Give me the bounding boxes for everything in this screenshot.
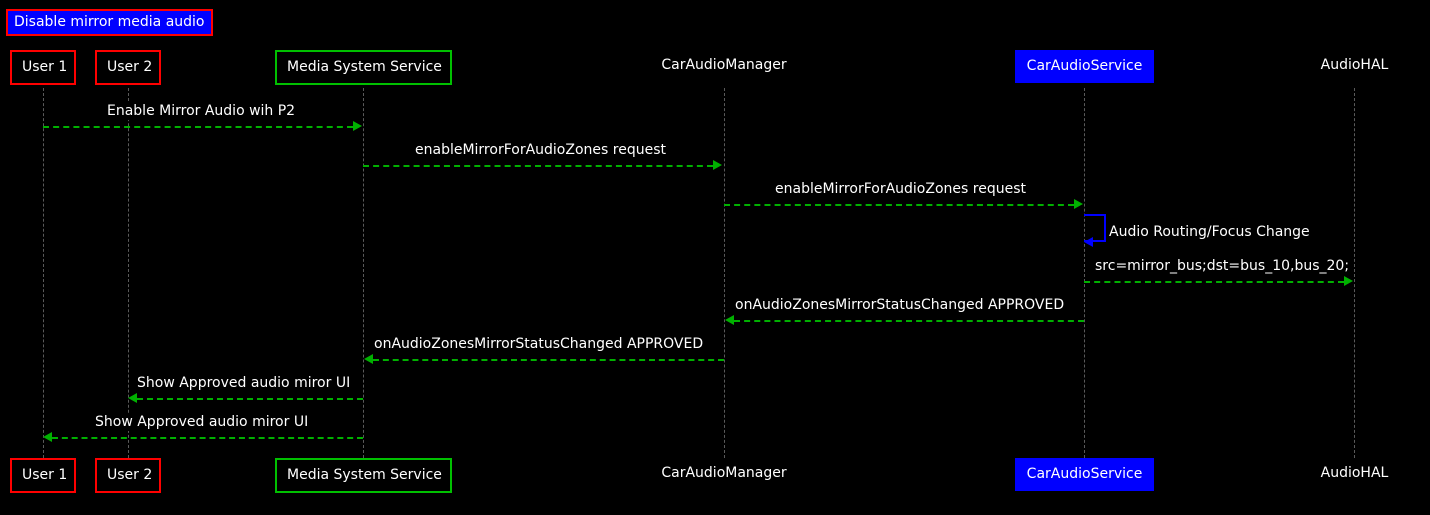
message-arrow-1 <box>43 126 353 128</box>
message-arrow-9 <box>52 437 363 439</box>
arrow-head-7-icon <box>364 354 373 364</box>
participant-audio-hal-top[interactable]: AudioHAL <box>1320 57 1389 73</box>
lifeline-media-system-service <box>363 88 364 458</box>
arrow-head-9-icon <box>43 432 52 442</box>
message-label-2: enableMirrorForAudioZones request <box>415 142 666 158</box>
arrow-head-8-icon <box>128 393 137 403</box>
arrow-head-2-icon <box>713 160 722 170</box>
participant-car-audio-service-top[interactable]: CarAudioService <box>1015 50 1154 83</box>
participant-user-1-top[interactable]: User 1 <box>10 50 76 85</box>
message-arrow-5 <box>1084 281 1344 283</box>
participant-media-system-service-top[interactable]: Media System Service <box>275 50 452 85</box>
message-label-3: enableMirrorForAudioZones request <box>775 181 1026 197</box>
message-label-9: Show Approved audio miror UI <box>95 414 309 430</box>
lifeline-car-audio-service <box>1084 88 1085 458</box>
participant-media-system-service-bottom[interactable]: Media System Service <box>275 458 452 493</box>
participant-car-audio-manager-top[interactable]: CarAudioManager <box>661 57 787 73</box>
message-label-1: Enable Mirror Audio wih P2 <box>107 103 296 119</box>
message-arrow-8 <box>137 398 363 400</box>
lifeline-audio-hal <box>1354 88 1355 458</box>
message-arrow-7 <box>373 359 724 361</box>
message-label-4: Audio Routing/Focus Change <box>1109 224 1310 240</box>
arrow-head-5-icon <box>1344 276 1353 286</box>
message-label-5: src=mirror_bus;dst=bus_10,bus_20; <box>1095 258 1350 274</box>
lifeline-car-audio-manager <box>724 88 725 458</box>
message-arrow-3 <box>724 204 1074 206</box>
lifeline-user-1 <box>43 88 44 458</box>
message-label-7: onAudioZonesMirrorStatusChanged APPROVED <box>374 336 704 352</box>
participant-user-2-top[interactable]: User 2 <box>95 50 161 85</box>
arrow-head-1-icon <box>353 121 362 131</box>
arrow-head-6-icon <box>725 315 734 325</box>
arrow-head-4-icon <box>1084 237 1093 247</box>
participant-audio-hal-bottom[interactable]: AudioHAL <box>1320 465 1389 481</box>
message-arrow-2 <box>363 165 713 167</box>
arrow-head-3-icon <box>1074 199 1083 209</box>
message-label-8: Show Approved audio miror UI <box>137 375 351 391</box>
participant-car-audio-service-bottom[interactable]: CarAudioService <box>1015 458 1154 491</box>
participant-user-1-bottom[interactable]: User 1 <box>10 458 76 493</box>
diagram-title: Disable mirror media audio <box>6 9 213 36</box>
participant-car-audio-manager-bottom[interactable]: CarAudioManager <box>661 465 787 481</box>
message-label-6: onAudioZonesMirrorStatusChanged APPROVED <box>735 297 1065 313</box>
message-arrow-6 <box>734 320 1084 322</box>
participant-user-2-bottom[interactable]: User 2 <box>95 458 161 493</box>
